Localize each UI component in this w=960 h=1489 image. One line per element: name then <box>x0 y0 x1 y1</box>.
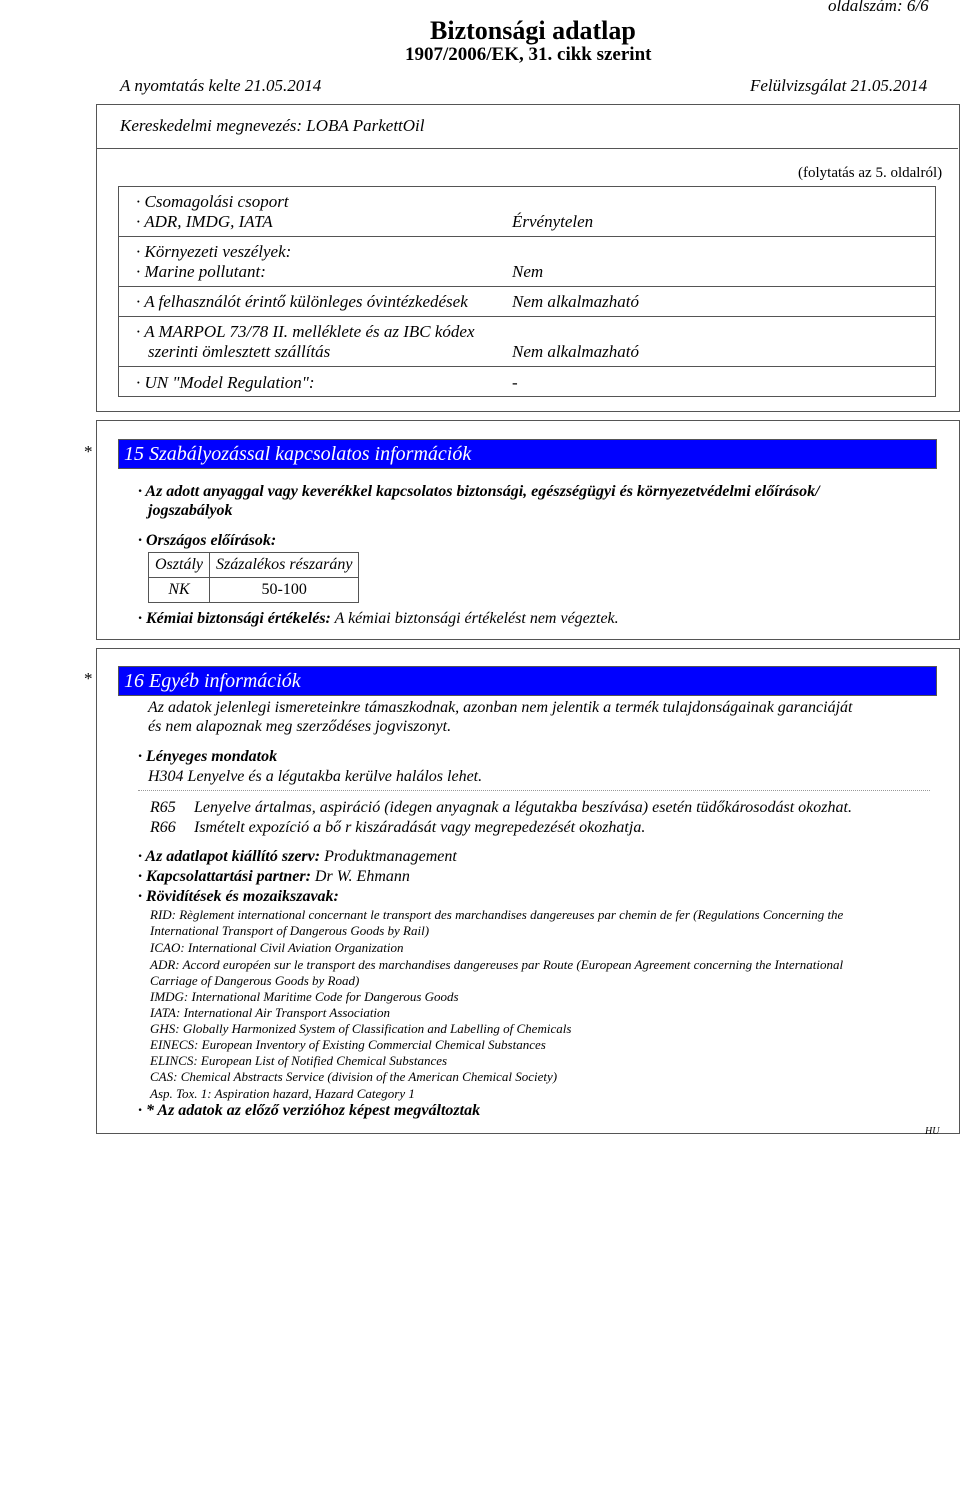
chemical-safety-row <box>138 610 619 628</box>
abbreviation-item: EINECS: European Inventory of Existing Commercial Chemical Substances <box>150 1037 546 1052</box>
marpol-value: Nem alkalmazható <box>512 342 640 361</box>
abbreviation-item: GHS: Globally Harmonized System of Classification and Labelling of Chemicals <box>150 1021 572 1036</box>
section-15-bar <box>118 439 937 469</box>
section-16-title: 16 Egyéb információk <box>119 667 936 695</box>
marine-pollutant-label: · Marine pollutant: <box>136 262 266 281</box>
abbreviation-item: ICAO: International Civil Aviation Organization <box>150 940 404 955</box>
r-phrase-row <box>150 819 645 837</box>
divider <box>118 286 935 287</box>
class-table <box>148 552 359 603</box>
issuer-value: Produktmanagement <box>324 848 457 865</box>
table-header-row <box>149 553 359 578</box>
change-marker: * <box>84 669 93 688</box>
un-model-label: · UN "Model Regulation": <box>136 373 315 392</box>
table-header: Százalékos részarány <box>210 553 359 578</box>
contact-value: Dr W. Ehmann <box>314 868 410 885</box>
table-cell: NK <box>149 578 210 603</box>
packing-group-sub: · ADR, IMDG, IATA <box>136 212 273 231</box>
abbreviation-item: Carriage of Dangerous Goods by Road) <box>150 973 360 988</box>
r-phrase-row <box>150 799 852 817</box>
abbreviation-item: RID: Règlement international concernant le transport des marchandises dangereuses par chemin de fer (Regulations Concerning the <box>150 907 844 922</box>
table-row <box>149 578 359 603</box>
divider <box>96 148 958 149</box>
r-phrase-text: Ismételt expozíció a bő r kiszáradását vagy megrepedezését okozhatja. <box>194 819 646 836</box>
national-regulations-label: · Országos előírások: <box>138 532 277 549</box>
dotted-divider <box>138 790 930 791</box>
trade-name: Kereskedelmi megnevezés: LOBA ParkettOil <box>120 116 425 135</box>
chemical-safety-value: A kémiai biztonsági értékelést nem végeztek. <box>334 610 619 627</box>
contact-label: · Kapcsolattartási partner: <box>138 868 311 885</box>
divider <box>118 366 935 367</box>
abbreviation-item: IMDG: International Maritime Code for Dangerous Goods <box>150 989 459 1004</box>
abbreviation-item: ADR: Accord européen sur le transport des marchandises dangereuses par Route (European Agreement concerning the International <box>150 957 844 972</box>
intro-text: Az adatok jelenlegi ismereteinkre támaszkodnak, azonban nem jelentik a termék tulajdonságainak garanciáját <box>148 699 853 716</box>
print-date: A nyomtatás kelte 21.05.2014 <box>120 76 322 95</box>
change-marker: * <box>84 442 93 461</box>
marpol-label: · A MARPOL 73/78 II. melléklete és az IBC kódex <box>136 322 475 341</box>
regulation-line-2: jogszabályok <box>148 502 233 519</box>
table-cell: 50-100 <box>210 578 359 603</box>
abbreviation-item: International Transport of Dangerous Goods by Rail) <box>150 923 430 938</box>
table-header: Osztály <box>149 553 210 578</box>
revision-date: Felülvizsgálat 21.05.2014 <box>750 76 928 95</box>
env-hazards-label: · Környezeti veszélyek: <box>136 242 292 261</box>
r-phrase-text: Lenyelve ártalmas, aspiráció (idegen anyagnak a légutakba beszívása) esetén tüdőkárosodást okozhat. <box>194 799 852 816</box>
regulation-line: · Az adott anyaggal vagy keverékkel kapcsolatos biztonsági, egészségügyi és környezetvédelmi előírások/ <box>138 483 820 500</box>
section-15-title: 15 Szabályozással kapcsolatos információk <box>119 440 936 468</box>
continued-note: (folytatás az 5. oldalról) <box>798 165 943 181</box>
relevant-phrases-label: · Lényeges mondatok <box>138 748 278 765</box>
issuer-row <box>138 848 457 866</box>
special-precautions-label: · A felhasználót érintő különleges óvintézkedések <box>136 292 468 311</box>
packing-group-label: · Csomagolási csoport <box>136 192 289 211</box>
r-phrase-code: R65 <box>150 799 176 816</box>
changed-note: · * Az adatok az előző verzióhoz képest megváltoztak <box>138 1102 481 1119</box>
intro-text-2: és nem alapoznak meg szerződéses jogviszonyt. <box>148 718 452 735</box>
divider <box>118 236 935 237</box>
marine-pollutant-value: Nem <box>512 262 544 281</box>
abbreviations-label: · Rövidítések és mozaikszavak: <box>138 888 339 905</box>
document-title: Biztonsági adatlap <box>430 16 636 45</box>
divider <box>118 316 935 317</box>
abbreviation-item: ELINCS: European List of Notified Chemical Substances <box>150 1053 448 1068</box>
issuer-label: · Az adatlapot kiállító szerv: <box>138 848 321 865</box>
h304-phrase: H304 Lenyelve és a légutakba kerülve halálos lehet. <box>148 768 483 785</box>
abbreviation-item: Asp. Tox. 1: Aspiration hazard, Hazard Category 1 <box>150 1086 415 1101</box>
un-model-value: - <box>512 373 518 392</box>
packing-group-value: Érvénytelen <box>512 212 594 231</box>
abbreviation-item: IATA: International Air Transport Association <box>150 1005 391 1020</box>
contact-row <box>138 868 410 886</box>
r-phrase-code: R66 <box>150 819 176 836</box>
page-number: oldalszám: 6/6 <box>828 0 929 15</box>
document-subtitle: 1907/2006/EK, 31. cikk szerint <box>405 44 652 65</box>
chemical-safety-label: · Kémiai biztonsági értékelés: <box>138 610 331 627</box>
marpol-label-2: szerinti ömlesztett szállítás <box>148 342 331 361</box>
abbreviation-item: CAS: Chemical Abstracts Service (division of the American Chemical Society) <box>150 1069 558 1084</box>
language-code: HU <box>925 1126 940 1137</box>
section-16-bar <box>118 666 937 696</box>
special-precautions-value: Nem alkalmazható <box>512 292 640 311</box>
